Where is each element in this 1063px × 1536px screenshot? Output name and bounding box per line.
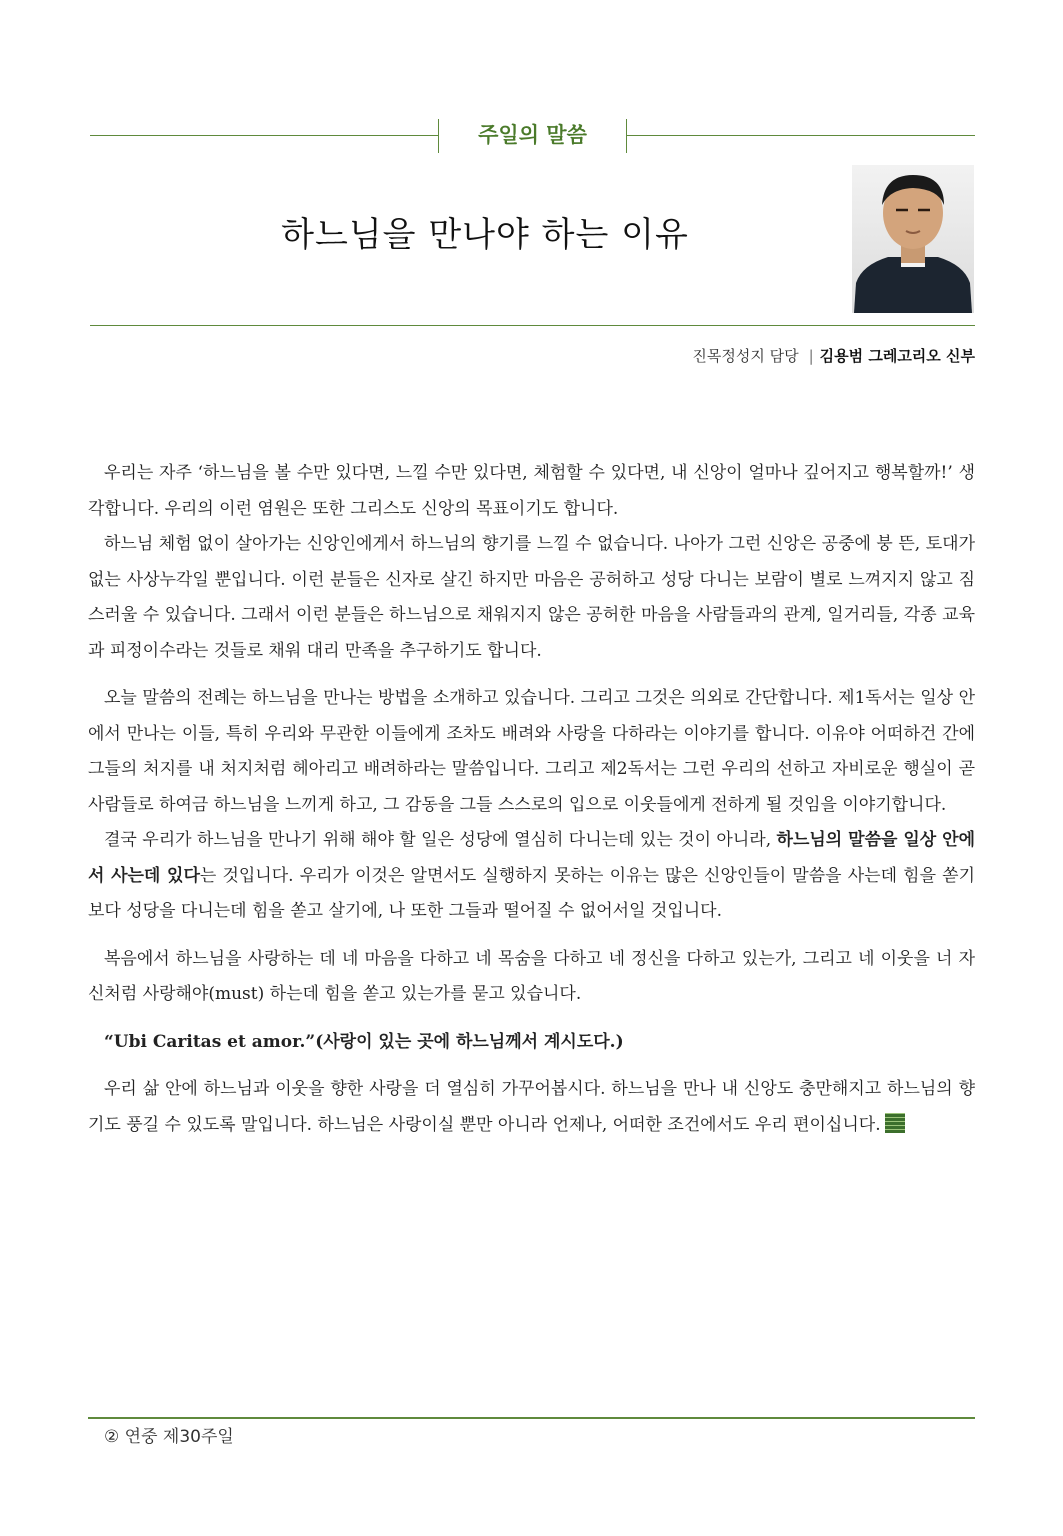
paragraph-2: 하느님 체험 없이 살아가는 신앙인에게서 하느님의 향기를 느낄 수 없습니다. 나아가 그런 신앙은 공중에 붕 뜬, 토대가 없는 사상누각일 뿐입니다. 이런 분들은 신자로 살긴 하지만 마음은 공허하고 성당 다니는 보람이 별로 느껴지지 않고 짐스러울 수 있습니다. 그래서 이런 분들은 하느님으로 채워지지 않은 공허한 마음을 사람들과의 관계, 일거리들, 각종 교육과 피정이수라는 것들로 채워 대리 만족을 추구하기도 합니다.	[88, 534, 975, 661]
page-footer: ② 연중 제30주일	[104, 1427, 234, 1447]
title-divider	[90, 325, 975, 326]
paragraph-4-emphasis: 하느님의 말씀을 일상 안에서 사는데 있다	[88, 830, 975, 886]
paragraph-3: 오늘 말씀의 전례는 하느님을 만나는 방법을 소개하고 있습니다. 그리고 그것은 의외로 간단합니다. 제1독서는 일상 안에서 만나는 이들, 특히 우리와 무관한 이들에게 조차도 배려와 사랑을 다하라는 이야기를 합니다. 이유야 어떠하건 간에 그들의 처지를 내 처지처럼 헤아리고 배려하라는 말씀입니다. 그리고 제2독서는 그런 우리의 선하고 자비로운 행실이 곧 사람들로 하여금 하느님을 느끼게 하고, 그 감동을 그들 스스로의 입으로 이웃들에게 전하게 될 것임을 이야기합니다.	[88, 688, 975, 815]
paragraph-4-start: 결국 우리가 하느님을 만나기 위해 해야 할 일은 성당에 열심히 다니는데 있는 것이 아니라,	[104, 830, 777, 850]
header-line-right	[626, 135, 975, 136]
header-tick-left	[438, 119, 439, 153]
paragraph-1: 우리는 자주 ‘하느님을 볼 수만 있다면, 느낄 수만 있다면, 체험할 수 있다면, 내 신앙이 얼마나 깊어지고 행복할까!’ 생각합니다. 우리의 이런 염원은 또한 그리스도 신앙의 목표이기도 합니다.	[88, 463, 975, 519]
article-body	[88, 456, 975, 1143]
paragraph-4	[88, 823, 975, 930]
footer-divider	[88, 1417, 975, 1419]
byline	[692, 345, 975, 366]
author-photo	[852, 165, 974, 313]
header-tick-right	[626, 119, 627, 153]
paragraph-4-end: 는 것입니다. 우리가 이것은 알면서도 실행하지 못하는 이유는 많은 신앙인들이 말씀을 사는데 힘을 쏟기보다 성당을 다니는데 힘을 쏟고 살기에, 나 또한 그들과 떨어질 수 없어서일 것입니다.	[88, 865, 975, 921]
author-name: 김용범 그레고리오 신부	[819, 347, 975, 365]
author-role: 진목정성지 담당	[692, 347, 799, 365]
byline-separator: |	[808, 347, 814, 365]
paragraph-5: 복음에서 하느님을 사랑하는 데 네 마음을 다하고 네 목숨을 다하고 네 정신을 다하고 있는가, 그리고 네 이웃을 너 자신처럼 사랑해야(must) 하는데 힘을 쏟고 있는가를 묻고 있습니다.	[88, 948, 975, 1004]
end-mark-icon	[885, 1113, 905, 1133]
article-title: 하느님을 만나야 하는 이유	[281, 215, 689, 255]
latin-quote: “Ubi Caritas et amor.”(사랑이 있는 곳에 하느님께서 계시도다.)	[104, 1031, 624, 1052]
section-label: 주일의 말씀	[478, 123, 587, 147]
paragraph-6-text: 우리 삶 안에 하느님과 이웃을 향한 사랑을 더 열심히 가꾸어봅시다. 하느님을 만나 내 신앙도 충만해지고 하느님의 향기도 풍길 수 있도록 말입니다. 하느님은 사랑이실 뿐만 아니라 언제나, 어떠한 조건에서도 우리 편이십니다.	[88, 1079, 975, 1135]
paragraph-6	[88, 1072, 975, 1143]
header-line-left	[90, 135, 438, 136]
